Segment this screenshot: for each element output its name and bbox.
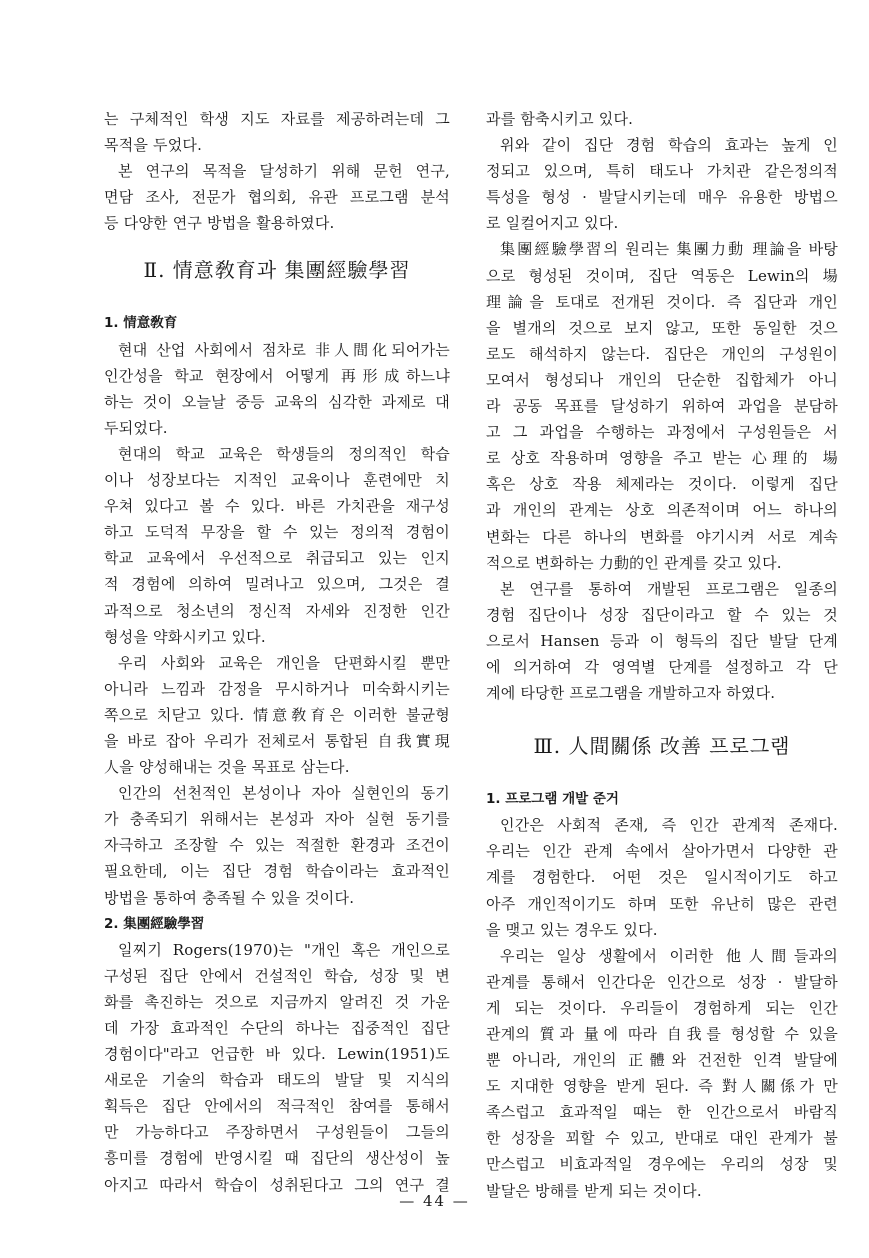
text-line: 새로운 기술의 학습과 태도의 발달 및 지식의 <box>104 1071 450 1090</box>
text-line: 면담 조사, 전문가 협의회, 유관 프로그램 분석 <box>104 188 450 207</box>
paragraph <box>104 106 450 158</box>
section-title: Ⅲ. 人間關係 改善 프로그램 <box>533 734 791 759</box>
paragraph <box>104 937 450 1198</box>
text-line: 화를 촉진하는 것으로 지금까지 알려진 것 가운 <box>104 992 450 1011</box>
text-line: 본 연구를 통하여 개발된 프로그램은 일종의 <box>500 579 838 598</box>
paragraph <box>486 812 838 942</box>
text-line: 게 되는 것이다. 우리들이 경험하게 되는 인간 <box>486 998 838 1017</box>
text-line: 모여서 형성되나 개인의 단순한 집합체가 아니 <box>486 370 838 389</box>
text-line: 적으로 변화하는 力動的인 관계를 갖고 있다. <box>486 553 782 572</box>
text-line: 학교 교육에서 우선적으로 취급되고 있는 인지 <box>104 549 450 568</box>
text-line: 현대 산업 사회에서 점차로 非人間化되어가는 <box>118 340 450 359</box>
text-line: 본 연구의 목적을 달성하기 위해 문헌 연구, <box>118 162 450 181</box>
text-line: 한 성장을 꾀할 수 있고, 반대로 대인 관계가 불 <box>486 1129 838 1148</box>
text-line: 에 의거하여 각 영역별 단계를 설정하고 각 단 <box>486 657 838 676</box>
text-line: 목적을 두었다. <box>104 136 203 155</box>
paragraph <box>486 943 838 1204</box>
text-line: 발달은 방해를 받게 되는 것이다. <box>486 1181 702 1200</box>
page-number: — 44 — <box>399 1192 470 1210</box>
text-line: 우리는 일상 생활에서 이러한 他人間들과의 <box>500 946 838 965</box>
text-line: 을 바로 잡아 우리가 전체로서 통합된 自我實現 <box>104 731 450 750</box>
text-line: 관계를 통해서 인간다운 인간으로 성장 · 발달하 <box>486 972 838 991</box>
text-line: 과 개인의 관계는 상호 의존적이며 어느 하나의 <box>486 501 838 520</box>
text-line: 등 다양한 연구 방법을 활용하였다. <box>104 214 335 233</box>
paragraph <box>104 780 450 910</box>
paragraph <box>104 337 450 441</box>
subsection-title: 2. 集團經驗學習 <box>104 915 205 932</box>
text-line: 획득은 집단 안에서의 적극적인 참여를 통해서 <box>104 1097 450 1116</box>
text-line: 특성을 형성 · 발달시키는데 매우 유용한 방법으 <box>486 188 838 207</box>
paragraph <box>104 441 450 650</box>
paragraph <box>486 106 838 132</box>
text-line: 로 일컬어지고 있다. <box>486 214 619 233</box>
text-line: 계를 경험한다. 어떤 것은 일시적이기도 하고 <box>486 868 838 887</box>
paragraph <box>486 236 838 575</box>
text-line: 아지고 따라서 학습이 성취된다고 그의 연구 결 <box>104 1175 450 1194</box>
text-line: 理論을 토대로 전개된 것이다. 즉 집단과 개인 <box>486 292 838 311</box>
paragraph <box>486 576 838 706</box>
text-line: 아니라 느낌과 감정을 무시하거나 미숙화시키는 <box>104 679 450 698</box>
text-line: 만 가능하다고 주장하면서 구성원들이 그들의 <box>104 1123 450 1142</box>
text-line: 는 구체적인 학생 지도 자료를 제공하려는데 그 <box>104 110 450 128</box>
text-line: 과를 함축시키고 있다. <box>486 110 634 128</box>
text-line: 인간의 선천적인 본성이나 자아 실현인의 동기 <box>118 784 450 803</box>
text-line: 족스럽고 효과적일 때는 한 인간으로서 바람직 <box>486 1103 838 1122</box>
text-line: 가 충족되기 위해서는 본성과 자아 실현 동기를 <box>104 810 450 829</box>
paragraph <box>104 650 450 780</box>
left-column <box>104 106 450 1198</box>
text-line: 이나 성장보다는 지적인 교육이나 훈련에만 치 <box>104 471 450 490</box>
text-line: 도 지대한 영향을 받게 된다. 즉 對人關係가 만 <box>486 1077 838 1096</box>
paragraph <box>104 158 450 236</box>
text-line: 적 경험에 의하여 밀려나고 있으며, 그것은 결 <box>104 575 450 594</box>
text-line: 방법을 통하여 충족될 수 있을 것이다. <box>104 888 355 907</box>
text-line: 人을 양성해내는 것을 목표로 삼는다. <box>104 758 350 777</box>
text-line: 구성된 집단 안에서 건설적인 학습, 성장 및 변 <box>104 966 450 985</box>
text-line: 정되고 있으며, 특히 태도나 가치관 같은정의적 <box>486 162 838 181</box>
text-line: 로도 해석하지 않는다. 집단은 개인의 구성원이 <box>486 344 838 363</box>
text-line: 하는 것이 오늘날 중등 교육의 심각한 과제로 대 <box>104 392 450 411</box>
text-line: 로 상호 작용하며 영향을 주고 받는 心理的 場 <box>486 449 838 468</box>
text-line: 인간성을 학교 현장에서 어떻게 再形成하느냐 <box>104 366 450 385</box>
text-line: 과적으로 청소년의 정신적 자세와 진정한 인간 <box>104 601 450 620</box>
text-line: 변화는 다른 하나의 변화를 야기시켜 서로 계속 <box>486 527 838 546</box>
text-line: 우리 사회와 교육은 개인을 단편화시킬 뿐만 <box>118 653 450 672</box>
text-line: 자극하고 조장할 수 있는 적절한 환경과 조건이 <box>104 836 450 855</box>
text-line: 계에 타당한 프로그램을 개발하고자 하였다. <box>486 684 776 703</box>
text-line: 으로서 Hansen 등과 이 형득의 집단 발달 단계 <box>486 631 838 650</box>
text-line: 형성을 약화시키고 있다. <box>104 627 266 646</box>
text-line: 일찌기 Rogers(1970)는 "개인 혹은 개인으로 <box>118 940 450 959</box>
text-line: 하고 도덕적 무장을 할 수 있는 정의적 경험이 <box>104 523 450 542</box>
subsection-title: 1. 情意敎育 <box>104 315 178 332</box>
section-title: Ⅱ. 情意敎育과 集團經驗學習 <box>143 258 411 283</box>
text-line: 우쳐 있다고 볼 수 있다. 바른 가치관을 재구성 <box>104 497 450 516</box>
text-line: 필요한데, 이는 집단 경험 학습이라는 효과적인 <box>104 862 450 881</box>
subsection-title: 1. 프로그램 개발 준거 <box>486 791 619 808</box>
text-line: 현대의 학교 교육은 학생들의 정의적인 학습 <box>118 444 450 463</box>
text-line: 뿐 아니라, 개인의 正體와 건전한 인격 발달에 <box>486 1051 838 1070</box>
text-line: 을 맺고 있는 경우도 있다. <box>486 920 658 939</box>
text-line: 혹은 상호 작용 체제라는 것이다. 이렇게 집단 <box>486 475 838 494</box>
text-line: 우리는 인간 관계 속에서 살아가면서 다양한 관 <box>486 842 838 861</box>
text-line: 을 별개의 것으로 보지 않고, 또한 동일한 것으 <box>486 318 838 337</box>
text-line: 고 그 과업을 수행하는 과정에서 구성원들은 서 <box>486 423 838 442</box>
text-line: 관계의 質과 量에 따라 自我를 형성할 수 있을 <box>486 1025 838 1043</box>
text-line: 으로 형성된 것이며, 집단 역동은 Lewin의 場 <box>486 266 838 285</box>
right-column <box>486 106 838 1204</box>
paragraph <box>486 132 838 236</box>
text-line: 데 가장 효과적인 수단의 하나는 집중적인 집단 <box>104 1019 450 1037</box>
text-line: 만스럽고 비효과적일 경우에는 우리의 성장 및 <box>486 1155 838 1174</box>
text-line: 위와 같이 집단 경험 학습의 효과는 높게 인 <box>500 136 838 155</box>
text-line: 흥미를 경험에 반영시킬 때 집단의 생산성이 높 <box>104 1149 450 1168</box>
text-line: 쪽으로 치닫고 있다. 情意敎育은 이러한 불균형 <box>104 705 450 724</box>
text-line: 인간은 사회적 존재, 즉 인간 관계적 존재다. <box>500 816 838 835</box>
text-line: 라 공동 목표를 달성하기 위하여 과업을 분담하 <box>486 397 838 416</box>
text-line: 두되었다. <box>104 418 168 437</box>
text-line: 集團經驗學習의 원리는 集團力動 理論을 바탕 <box>500 240 838 259</box>
text-line: 경험 집단이나 성장 집단이라고 할 수 있는 것 <box>486 605 838 624</box>
text-line: 아주 개인적이기도 하며 또한 유난히 많은 관련 <box>486 894 838 913</box>
text-line: 경험이다"라고 언급한 바 있다. Lewin(1951)도 <box>104 1045 450 1064</box>
